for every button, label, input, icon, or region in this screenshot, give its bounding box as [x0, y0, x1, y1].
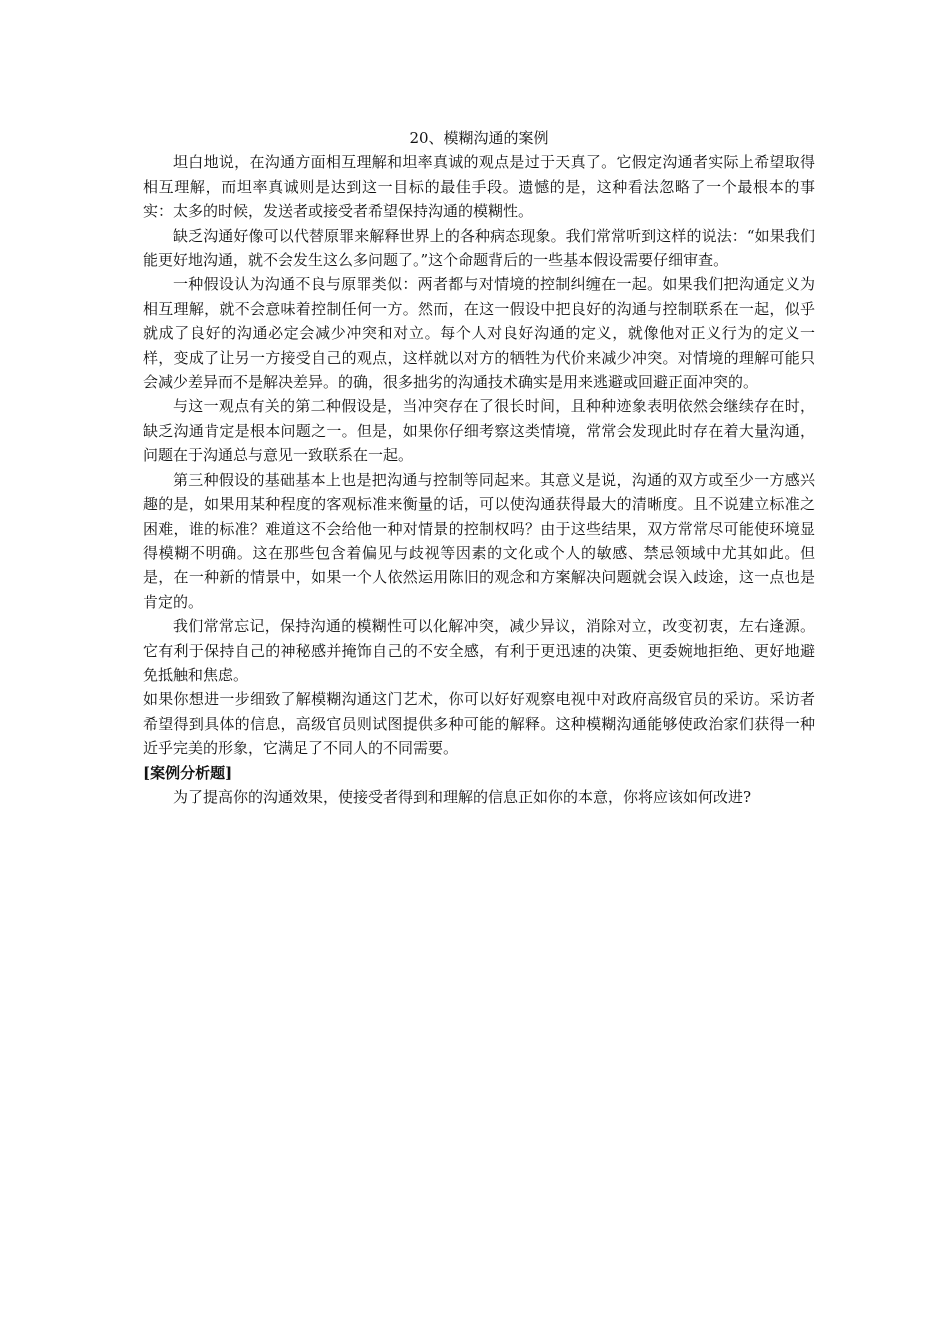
- case-analysis-question: 为了提高你的沟通效果，使接受者得到和理解的信息正如你的本意，你将应该如何改进?: [173, 787, 752, 806]
- document-title: 20、模糊沟通的案例: [409, 129, 549, 147]
- paragraph-6: 我们常常忘记，保持沟通的模糊性可以化解冲突，减少异议，消除对立，改变初衷，左右逢源。它有利于保持自己的神秘感并掩饰自己的不安全感，有利于更迅速的决策、更委婉地拒绝、更好地避免抵触和焦虑。: [143, 617, 815, 684]
- document-body: [143, 126, 815, 809]
- paragraph-4: 与这一观点有关的第二种假设是，当冲突存在了很长时间，且种种迹象表明依然会继续存在时，缺乏沟通肯定是根本问题之一。但是，如果你仔细考察这类情境，常常会发现此时存在着大量沟通，问题在于沟通总与意见一致联系在一起。: [143, 397, 815, 465]
- case-analysis-heading: [案例分析题]: [143, 763, 233, 782]
- paragraph-2: 缺乏沟通好像可以代替原罪来解释世界上的各种病态现象。我们常常听到这样的说法：“如果我们能更好地沟通，就不会发生这么多问题了。”这个命题背后的一些基本假设需要仔细审查。: [143, 226, 815, 270]
- paragraph-7: 如果你想进一步细致了解模糊沟通这门艺术，你可以好好观察电视中对政府高级官员的采访。采访者希望得到具体的信息，高级官员则试图提供多种可能的解释。这种模糊沟通能够使政治家们获得一种近乎完美的形象，它满足了不同人的不同需要。: [143, 690, 815, 758]
- paragraph-1: 坦白地说，在沟通方面相互理解和坦率真诚的观点是过于天真了。它假定沟通者实际上希望取得相互理解，而坦率真诚则是达到这一目标的最佳手段。遗憾的是，这种看法忽略了一个最根本的事实：太多的时候，发送者或接受者希望保持沟通的模糊性。: [143, 153, 815, 221]
- paragraph-3: 一种假设认为沟通不良与原罪类似：两者都与对情境的控制纠缠在一起。如果我们把沟通定义为相互理解，就不会意味着控制任何一方。然而，在这一假设中把良好的沟通与控制联系在一起，似乎就成了良好的沟通必定会减少冲突和对立。每个人对良好沟通的定义，就像他对正义行为的定义一样，变成了让另一方接受自己的观点，这样就以对方的牺牲为代价来减少冲突。对情境的理解可能只会减少差异而不是解决差异。的确，很多拙劣的沟通技术确实是用来逃避或回避正面冲突的。: [143, 275, 815, 392]
- paragraph-5: 第三种假设的基础基本上也是把沟通与控制等同起来。其意义是说，沟通的双方或至少一方感兴趣的是，如果用某种程度的客观标准来衡量的话，可以使沟通获得最大的清晰度。且不说建立标准之困难，谁的标准？难道这不会给他一种对情景的控制权吗？由于这些结果，双方常常尽可能使环境显得模糊不明确。这在那些包含着偏见与歧视等因素的文化或个人的敏感、禁忌领域中尤其如此。但是，在一种新的情景中，如果一个人依然运用陈旧的观念和方案解决问题就会误入歧途，这一点也是肯定的。: [143, 470, 815, 611]
